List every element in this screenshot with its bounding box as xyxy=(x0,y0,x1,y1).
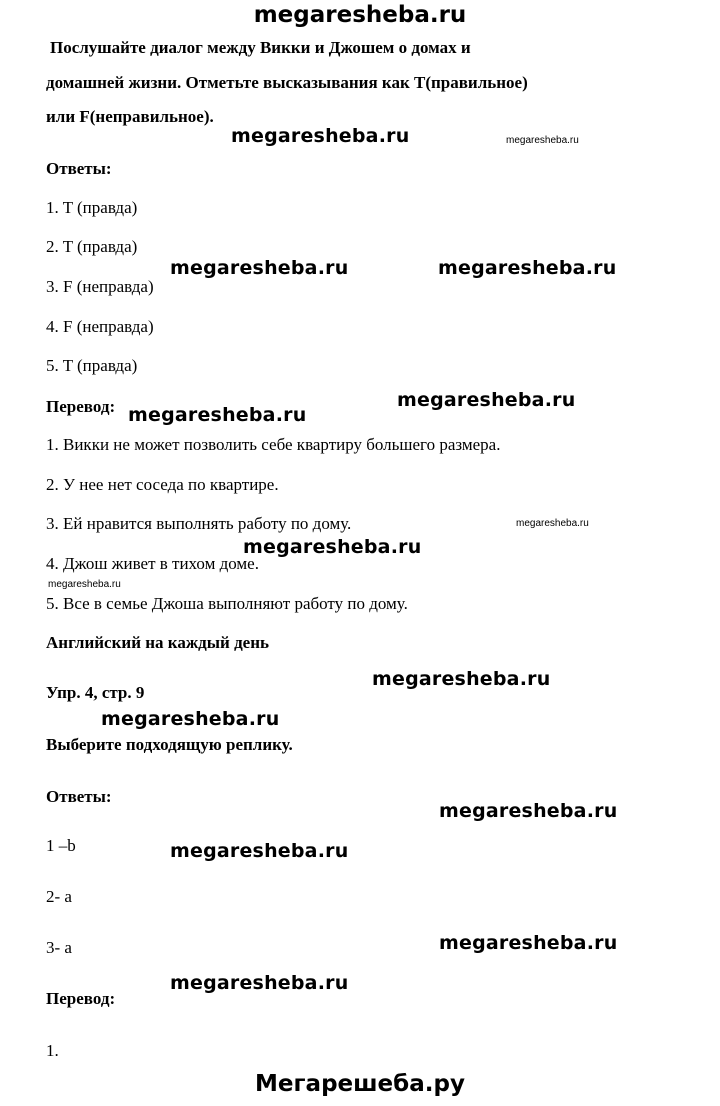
task-line-1: Послушайте диалог между Викки и Джошем о домах и xyxy=(50,38,471,57)
watermark: megaresheba.ru xyxy=(397,389,576,411)
translation-item: 2. У нее нет соседа по квартире. xyxy=(46,475,279,494)
answer-item: 2- a xyxy=(46,887,72,906)
watermark: megaresheba.ru xyxy=(170,972,349,994)
section-heading: Английский на каждый день xyxy=(46,633,269,652)
answer-item: 1 –b xyxy=(46,836,76,855)
watermark: megaresheba.ru xyxy=(243,536,422,558)
answer-item: 5. T (правда) xyxy=(46,356,138,375)
watermark: megaresheba.ru xyxy=(372,668,551,690)
task-line-3: или F(неправильное). xyxy=(46,107,214,126)
watermark: megaresheba.ru xyxy=(170,840,349,862)
translation-title-2: Перевод: xyxy=(46,989,116,1008)
answer-item: 1. T (правда) xyxy=(46,198,138,217)
translation-title: Перевод: xyxy=(46,397,116,416)
watermark: megaresheba.ru xyxy=(231,125,410,147)
answer-item: 4. F (неправда) xyxy=(46,317,154,336)
watermark: megaresheba.ru xyxy=(439,800,618,822)
answers-title-2: Ответы: xyxy=(46,787,112,806)
answer-item: 3- a xyxy=(46,938,72,957)
task-line-2: домашней жизни. Отметьте высказывания как T(правильное) xyxy=(46,73,528,92)
site-footer: Мегарешеба.ру xyxy=(255,1071,465,1097)
exercise-label: Упр. 4, стр. 9 xyxy=(46,683,145,702)
exercise-instruction: Выберите подходящую реплику. xyxy=(46,735,293,754)
answer-item: 3. F (неправда) xyxy=(46,277,154,296)
watermark: megaresheba.ru xyxy=(170,257,349,279)
answers-title: Ответы: xyxy=(46,159,112,178)
watermark-small: megaresheba.ru xyxy=(516,518,589,529)
translation-item: 3. Ей нравится выполнять работу по дому. xyxy=(46,514,352,533)
translation-item: 1. xyxy=(46,1041,59,1060)
watermark: megaresheba.ru xyxy=(128,404,307,426)
watermark: megaresheba.ru xyxy=(439,932,618,954)
translation-item: 5. Все в семье Джоша выполняют работу по дому. xyxy=(46,594,408,613)
watermark: megaresheba.ru xyxy=(438,257,617,279)
watermark-small: megaresheba.ru xyxy=(506,135,579,146)
answer-item: 2. T (правда) xyxy=(46,237,138,256)
translation-item: 4. Джош живет в тихом доме. xyxy=(46,554,259,573)
watermark: megaresheba.ru xyxy=(101,708,280,730)
site-header: megaresheba.ru xyxy=(253,2,467,28)
translation-item: 1. Викки не может позволить себе квартиру большего размера. xyxy=(46,435,501,454)
watermark-small: megaresheba.ru xyxy=(48,579,121,590)
